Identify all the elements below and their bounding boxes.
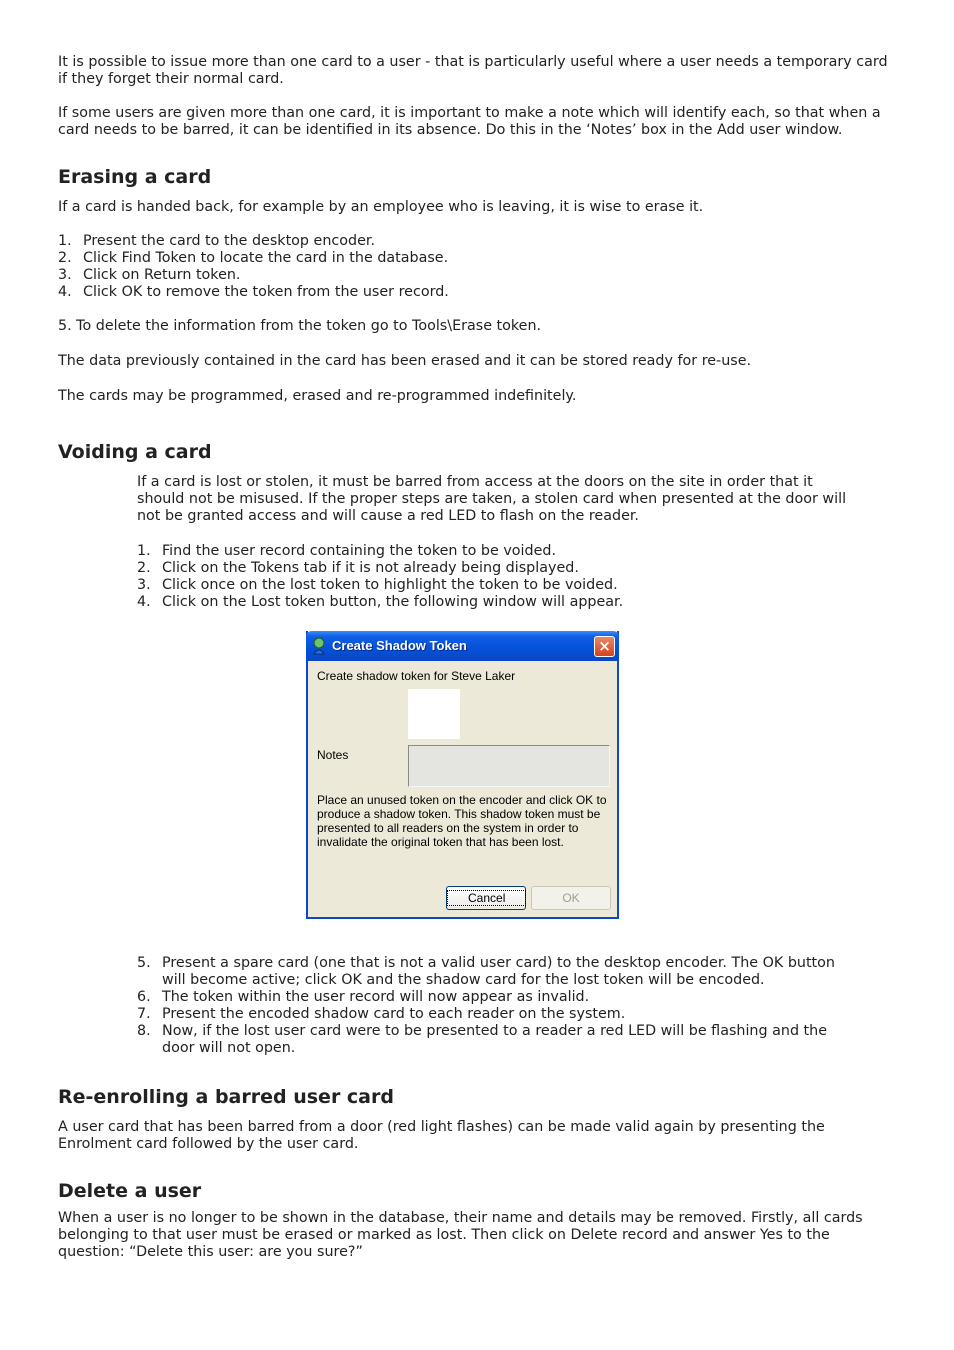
cancel-button[interactable]: Cancel xyxy=(446,886,526,910)
list-item: 3. Click once on the lost token to highlight the token to be voided. xyxy=(137,577,618,593)
notes-field[interactable] xyxy=(408,745,610,787)
notes-label: Notes xyxy=(317,748,349,762)
list-item: 7. Present the encoded shadow card to each reader on the system. xyxy=(137,1006,626,1022)
create-shadow-token-dialog xyxy=(306,631,619,919)
globe-person-icon xyxy=(311,637,327,655)
list-item: 5. Present a spare card (one that is not a valid user card) to the desktop encoder. The OK button will become active; click OK and the shadow card for the lost token will be encoded. xyxy=(137,955,835,988)
list-item: 1. Find the user record containing the token to be voided. xyxy=(137,543,557,559)
erasing-steps-list xyxy=(58,233,888,301)
dialog-screenshot xyxy=(306,631,857,919)
voiding-steps-list xyxy=(137,543,857,611)
dialog-titlebar xyxy=(306,631,619,661)
erasing-intro: If a card is handed back, for example by an employee who is leaving, it is wise to erase it. xyxy=(58,199,704,215)
heading-re-enrolling: Re-enrolling a barred user card xyxy=(58,1086,394,1108)
voiding-section xyxy=(137,474,857,1057)
list-item: 8. Now, if the lost user card were to be presented to a reader a red LED will be flashing and the door will not open. xyxy=(137,1023,828,1056)
list-item: 1. Present the card to the desktop encoder. xyxy=(58,233,375,249)
token-image-box xyxy=(408,689,460,739)
re-enrolling-paragraph: A user card that has been barred from a door (red light flashes) can be made valid again by presenting the Enrolment card followed by the user card. xyxy=(58,1119,825,1152)
intro-paragraph-2: If some users are given more than one card, it is important to make a note which will identify each, so that when a card needs to be barred, it can be identified in its absence. Do this in the ‘Notes’ box in the Add user window. xyxy=(58,105,881,138)
erasing-result-paragraph: The data previously contained in the card has been erased and it can be stored ready for re-use. xyxy=(58,353,752,369)
voiding-intro: If a card is lost or stolen, it must be barred from access at the doors on the site in order that it should not be misused. If the proper steps are taken, a stolen card when presented at the door will not be granted access and will cause a red LED to flash on the reader. xyxy=(137,474,847,524)
dialog-message: Place an unused token on the encoder and click OK to produce a shadow token. This shadow token must be presented to all readers on the system in order to invalidate the original token that has been lost. xyxy=(317,793,607,849)
erasing-step-5: 5. To delete the information from the token go to Tools\Erase token. xyxy=(58,318,542,334)
voiding-steps-continued xyxy=(137,955,857,1057)
list-item: 2. Click on the Tokens tab if it is not already being displayed. xyxy=(137,560,579,576)
list-item: 4. Click OK to remove the token from the user record. xyxy=(58,284,449,300)
delete-user-paragraph: When a user is no longer to be shown in the database, their name and details may be removed. Firstly, all cards belonging to that user must be erased or marked as lost. Then click on Delete record and answer Yes to the question: “Delete this user: are you sure?” xyxy=(58,1210,863,1260)
heading-erasing-a-card: Erasing a card xyxy=(58,166,212,188)
dialog-title: Create Shadow Token xyxy=(332,638,467,653)
list-item: 3. Click on Return token. xyxy=(58,267,241,283)
document-page xyxy=(58,54,888,1278)
list-item: 2. Click Find Token to locate the card in the database. xyxy=(58,250,449,266)
list-item: 4. Click on the Lost token button, the following window will appear. xyxy=(137,594,624,610)
heading-voiding-a-card: Voiding a card xyxy=(58,441,212,463)
intro-paragraph-1: It is possible to issue more than one card to a user - that is particularly useful where a user needs a temporary card if they forget their normal card. xyxy=(58,54,888,87)
dialog-subtitle: Create shadow token for Steve Laker xyxy=(317,669,516,683)
close-icon[interactable]: × xyxy=(594,636,615,657)
erasing-reuse-paragraph: The cards may be programmed, erased and re-programmed indefinitely. xyxy=(58,388,577,404)
list-item: 6. The token within the user record will now appear as invalid. xyxy=(137,989,590,1005)
ok-button[interactable]: OK xyxy=(531,886,611,910)
heading-delete-a-user: Delete a user xyxy=(58,1180,202,1202)
